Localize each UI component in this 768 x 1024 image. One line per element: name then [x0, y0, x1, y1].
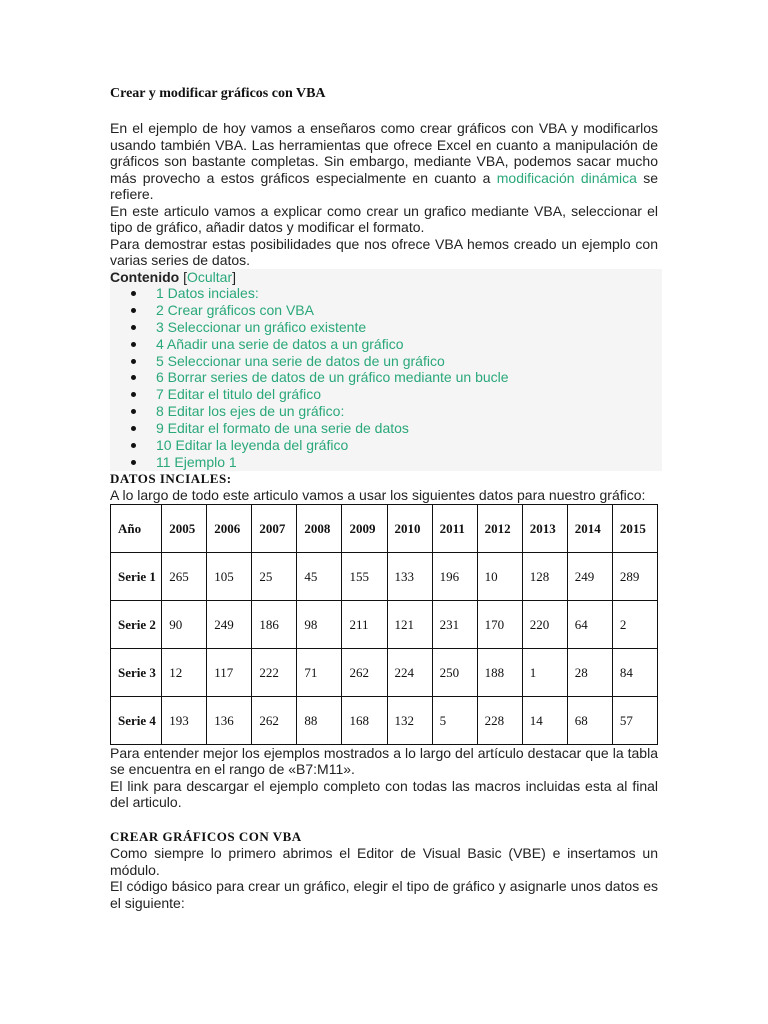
table-row — [111, 552, 658, 600]
value-cell: 262 — [342, 648, 387, 696]
toc-link-6[interactable]: 6 Borrar series de datos de un gráfico mediante un bucle — [156, 369, 509, 386]
intro-text-after: se refiere. — [110, 169, 658, 202]
toc-item — [156, 403, 662, 420]
value-cell: 262 — [252, 696, 297, 744]
value-cell: 12 — [162, 648, 207, 696]
value-cell: 5 — [432, 696, 477, 744]
table-intro: A lo largo de todo este articulo vamos a usar los siguientes datos para nuestro gráfico: — [110, 487, 646, 504]
value-cell: 45 — [297, 552, 342, 600]
intro-text-before: En el ejemplo de hoy vamos a enseñaros como crear gráficos con VBA y modificarlos usando también VBA. Las herramientas que ofrece Excel en cuanto a manipulación de gráficos son bastante completas. Sin embargo, mediante VBA, podemos sacar mucho más provecho a estos gráficos especialmente en cuanto a — [110, 120, 658, 186]
crear-paragraph-2: El código básico para crear un gráfico, elegir el tipo de gráfico y asignarle unos datos es el siguiente: — [110, 878, 658, 911]
header-cell-year: 2014 — [567, 504, 612, 552]
table-row — [111, 648, 658, 696]
value-cell: 90 — [162, 600, 207, 648]
crear-paragraph-1: Como siempre lo primero abrimos el Editor de Visual Basic (VBE) e insertamos un módulo. — [110, 845, 658, 878]
value-cell: 224 — [387, 648, 432, 696]
toc-item — [156, 336, 662, 353]
toc-link-5[interactable]: 5 Seleccionar una serie de datos de un gráfico — [156, 352, 445, 369]
value-cell: 249 — [567, 552, 612, 600]
toc-link-8[interactable]: 8 Editar los ejes de un gráfico: — [156, 403, 345, 420]
toc-bracket-open: [ — [179, 268, 187, 285]
value-cell: 170 — [477, 600, 522, 648]
header-cell-label: Año — [111, 504, 162, 552]
section-heading-datos: DATOS INCIALES: — [110, 470, 232, 486]
header-cell-year: 2010 — [387, 504, 432, 552]
toc-item — [156, 302, 662, 319]
value-cell: 121 — [387, 600, 432, 648]
bullet-icon — [131, 443, 136, 448]
table-of-contents — [110, 269, 662, 471]
toc-link-4[interactable]: 4 Añadir una serie de datos a un gráfico — [156, 335, 404, 352]
header-cell-year: 2008 — [297, 504, 342, 552]
row-label-cell: Serie 4 — [111, 696, 162, 744]
toc-bracket-close: ] — [232, 268, 237, 285]
value-cell: 71 — [297, 648, 342, 696]
toc-item — [156, 437, 662, 454]
header-cell-year: 2007 — [252, 504, 297, 552]
bullet-icon — [131, 375, 136, 380]
value-cell: 84 — [612, 648, 657, 696]
toc-link-1[interactable]: 1 Datos inciales: — [156, 285, 259, 301]
intro-paragraph-1 — [110, 120, 658, 203]
value-cell: 14 — [522, 696, 567, 744]
download-note: El link para descargar el ejemplo completo con todas las macros incluidas esta al final del articulo. — [110, 777, 658, 811]
value-cell: 211 — [342, 600, 387, 648]
toc-link-11[interactable]: 11 Ejemplo 1 — [156, 453, 237, 470]
spacer — [110, 811, 658, 829]
value-cell: 193 — [162, 696, 207, 744]
table-range-note: Para entender mejor los ejemplos mostrados a lo largo del artículo destacar que la tabla se encuentra en el rango de «B7:M11». — [110, 744, 658, 778]
bullet-icon — [131, 392, 136, 397]
toc-link-10[interactable]: 10 Editar la leyenda del gráfico — [156, 437, 349, 454]
value-cell: 132 — [387, 696, 432, 744]
toc-link-9[interactable]: 9 Editar el formato de una serie de datos — [156, 420, 409, 437]
data-table — [110, 504, 658, 745]
bullet-icon — [131, 426, 136, 431]
table-header-row — [111, 504, 658, 552]
toc-item — [156, 285, 662, 302]
value-cell: 128 — [522, 552, 567, 600]
value-cell: 250 — [432, 648, 477, 696]
value-cell: 2 — [612, 600, 657, 648]
toc-item — [156, 386, 662, 403]
bullet-icon — [131, 308, 136, 313]
header-cell-year: 2011 — [432, 504, 477, 552]
value-cell: 64 — [567, 600, 612, 648]
article — [110, 86, 658, 911]
toc-link-3[interactable]: 3 Seleccionar un gráfico existente — [156, 318, 367, 335]
table-row — [111, 696, 658, 744]
value-cell: 68 — [567, 696, 612, 744]
bullet-icon — [131, 291, 136, 296]
value-cell: 188 — [477, 648, 522, 696]
row-label-cell: Serie 3 — [111, 648, 162, 696]
value-cell: 105 — [207, 552, 252, 600]
bullet-icon — [131, 460, 136, 465]
row-label-cell: Serie 1 — [111, 552, 162, 600]
bullet-icon — [131, 342, 136, 347]
toc-link-2[interactable]: 2 Crear gráficos con VBA — [156, 301, 314, 318]
value-cell: 28 — [567, 648, 612, 696]
toc-link-7[interactable]: 7 Editar el titulo del gráfico — [156, 386, 321, 403]
header-cell-year: 2015 — [612, 504, 657, 552]
value-cell: 186 — [252, 600, 297, 648]
value-cell: 88 — [297, 696, 342, 744]
value-cell: 231 — [432, 600, 477, 648]
value-cell: 228 — [477, 696, 522, 744]
toc-item — [156, 420, 662, 437]
table-row — [111, 600, 658, 648]
header-cell-year: 2005 — [162, 504, 207, 552]
header-cell-year: 2012 — [477, 504, 522, 552]
value-cell: 1 — [522, 648, 567, 696]
section-heading-crear: CREAR GRÁFICOS CON VBA — [110, 828, 302, 844]
value-cell: 265 — [162, 552, 207, 600]
value-cell: 155 — [342, 552, 387, 600]
toc-list — [110, 285, 662, 471]
intro-paragraph-2: En este articulo vamos a explicar como crear un grafico mediante VBA, seleccionar el tipo de gráfico, añadir datos y modificar el formato. — [110, 202, 658, 235]
toc-item — [156, 454, 662, 471]
row-label-cell: Serie 2 — [111, 600, 162, 648]
header-cell-year: 2009 — [342, 504, 387, 552]
value-cell: 117 — [207, 648, 252, 696]
toc-hide-link[interactable]: Ocultar — [187, 268, 233, 285]
intro-paragraph-3: Para demostrar estas posibilidades que nos ofrece VBA hemos creado un ejemplo con varias series de datos. — [110, 235, 658, 268]
toc-item — [156, 319, 662, 336]
value-cell: 136 — [207, 696, 252, 744]
bullet-icon — [131, 409, 136, 414]
toc-heading — [110, 269, 662, 286]
value-cell: 289 — [612, 552, 657, 600]
toc-item — [156, 353, 662, 370]
value-cell: 10 — [477, 552, 522, 600]
value-cell: 133 — [387, 552, 432, 600]
header-cell-year: 2006 — [207, 504, 252, 552]
value-cell: 57 — [612, 696, 657, 744]
dynamic-modification-link[interactable]: modificación dinámica — [496, 169, 637, 186]
value-cell: 220 — [522, 600, 567, 648]
toc-item — [156, 369, 662, 386]
value-cell: 25 — [252, 552, 297, 600]
value-cell: 98 — [297, 600, 342, 648]
value-cell: 222 — [252, 648, 297, 696]
bullet-icon — [131, 325, 136, 330]
page-title: Crear y modificar gráficos con VBA — [110, 86, 326, 101]
value-cell: 168 — [342, 696, 387, 744]
value-cell: 249 — [207, 600, 252, 648]
bullet-icon — [131, 359, 136, 364]
toc-heading-label: Contenido — [110, 268, 180, 285]
header-cell-year: 2013 — [522, 504, 567, 552]
value-cell: 196 — [432, 552, 477, 600]
